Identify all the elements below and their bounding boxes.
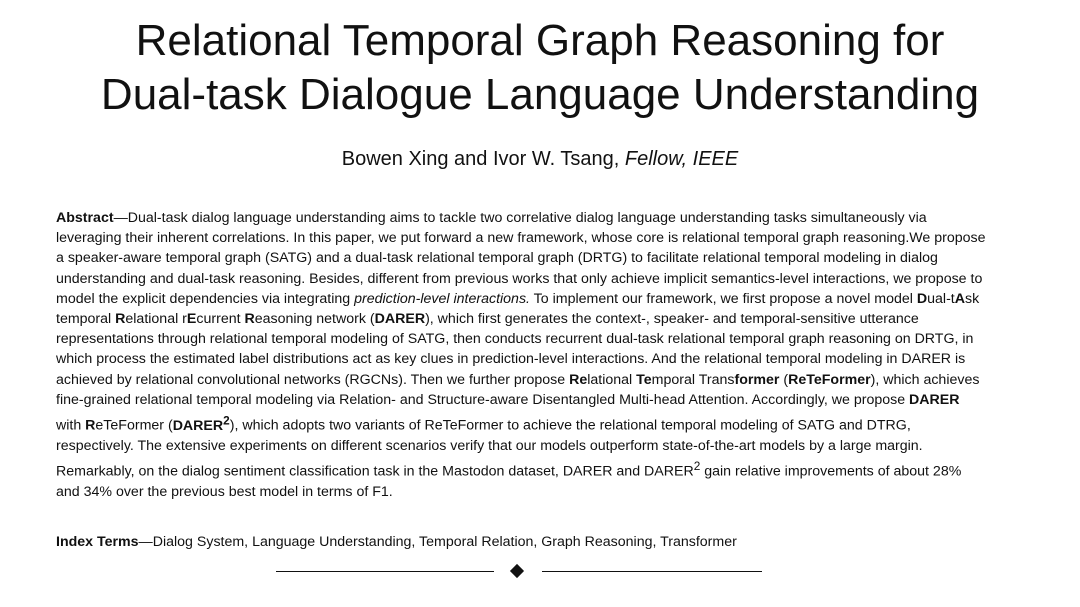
author-names: Bowen Xing and Ivor W. Tsang, [341,148,625,170]
section-divider [0,562,1080,582]
darer2-superscript: 2 [693,459,701,474]
abstract-text: To implement our framework, we first propose a novel model [529,290,917,307]
divider-rule-right [542,571,762,572]
acronym-letter: E [186,311,197,328]
abstract-text: elational r [125,311,187,328]
title-line-2: Dual-task Dialogue Language Understanding [100,70,980,119]
abstract-block [56,208,986,502]
author-affiliation: Fellow, IEEE [624,148,739,170]
abstract-text: easoning network ( [254,311,375,328]
abstract-text: ), which achieves fine-grained relational temporal modeling via Relation- and Structure-aware Disentangled Multi-head Attention. Accordingly, we propose [56,371,980,408]
darer2-base: DARER [172,417,224,434]
abstract-text: ), which adopts two variants of ReTeFormer to achieve the relational temporal modeling of SATG and DTRG, respectively. The extensive experiments on different scenarios verify that our models outperform state-of-the-art models by a large margin. Remarkably, on the dialog sentiment classification task in the Mastodon dataset, DARER and DARER [56,417,923,480]
darer2-superscript: 2 [223,413,230,428]
acronym-letter: former [734,371,780,388]
acronym-letter: Te [636,371,652,388]
diamond-icon [510,564,524,578]
abstract-emphasis: prediction-level interactions. [354,290,530,307]
author-line [0,147,1080,171]
abstract-text: ual-t [927,290,955,307]
model-name-darer: DARER [374,311,426,328]
divider-rule-left [276,571,494,572]
abstract-text: current [196,311,245,328]
model-name-darer: DARER [909,391,960,408]
acronym-letter: R [85,417,96,434]
model-name-reteformer: ReTeFormer [788,371,871,388]
abstract-text: with [56,417,86,434]
index-terms-label: Index Terms [56,534,139,550]
acronym-letter: R [244,311,255,328]
index-terms [56,532,986,552]
acronym-letter: Re [569,371,588,388]
abstract-label: Abstract [56,210,114,226]
acronym-letter: A [954,290,965,307]
abstract-text: lational [587,371,637,388]
paper-title [0,14,1080,122]
title-line-1: Relational Temporal Graph Reasoning for [135,16,945,65]
abstract-text: ( [779,371,789,388]
model-name-darer2 [172,413,230,434]
acronym-letter: R [115,311,126,328]
abstract-text: gain relative improvements of about 28% and 34% over the previous best model in terms of F1. [56,463,962,501]
index-terms-text: —Dialog System, Language Understanding, Temporal Relation, Graph Reasoning, Transformer [138,534,737,550]
abstract-text: —Dual-task dialog language understanding aims to tackle two correlative dialog language understanding tasks simultaneously via leveraging their inherent correlations. In this paper, we put forward a new framework, whose core is relational temporal graph reasoning.We propose a speaker-aware temporal graph (SATG) and a dual-task relational temporal graph (DRTG) to facilitate relational temporal modeling in dialog understanding and dual-task reasoning. Besides, different from previous works that only achieve implicit semantics-level interactions, we propose to model the explicit dependencies via integrating [56,210,986,307]
abstract-text: eTeFormer ( [95,417,173,434]
abstract-text: sk temporal [56,290,980,328]
abstract-text: ), which first generates the context-, speaker- and temporal-sensitive utterance representations through relational temporal modeling of SATG, then conducts recurrent dual-task relational temporal graph reasoning on DRTG, in which process the estimated label distributions act as key clues in prediction-level interactions. And the relational temporal modeling in DARER is achieved by relational convolutional networks (RGCNs). Then we further propose [56,311,974,388]
abstract-text: mporal Trans [651,371,735,388]
acronym-letter: D [916,290,928,307]
